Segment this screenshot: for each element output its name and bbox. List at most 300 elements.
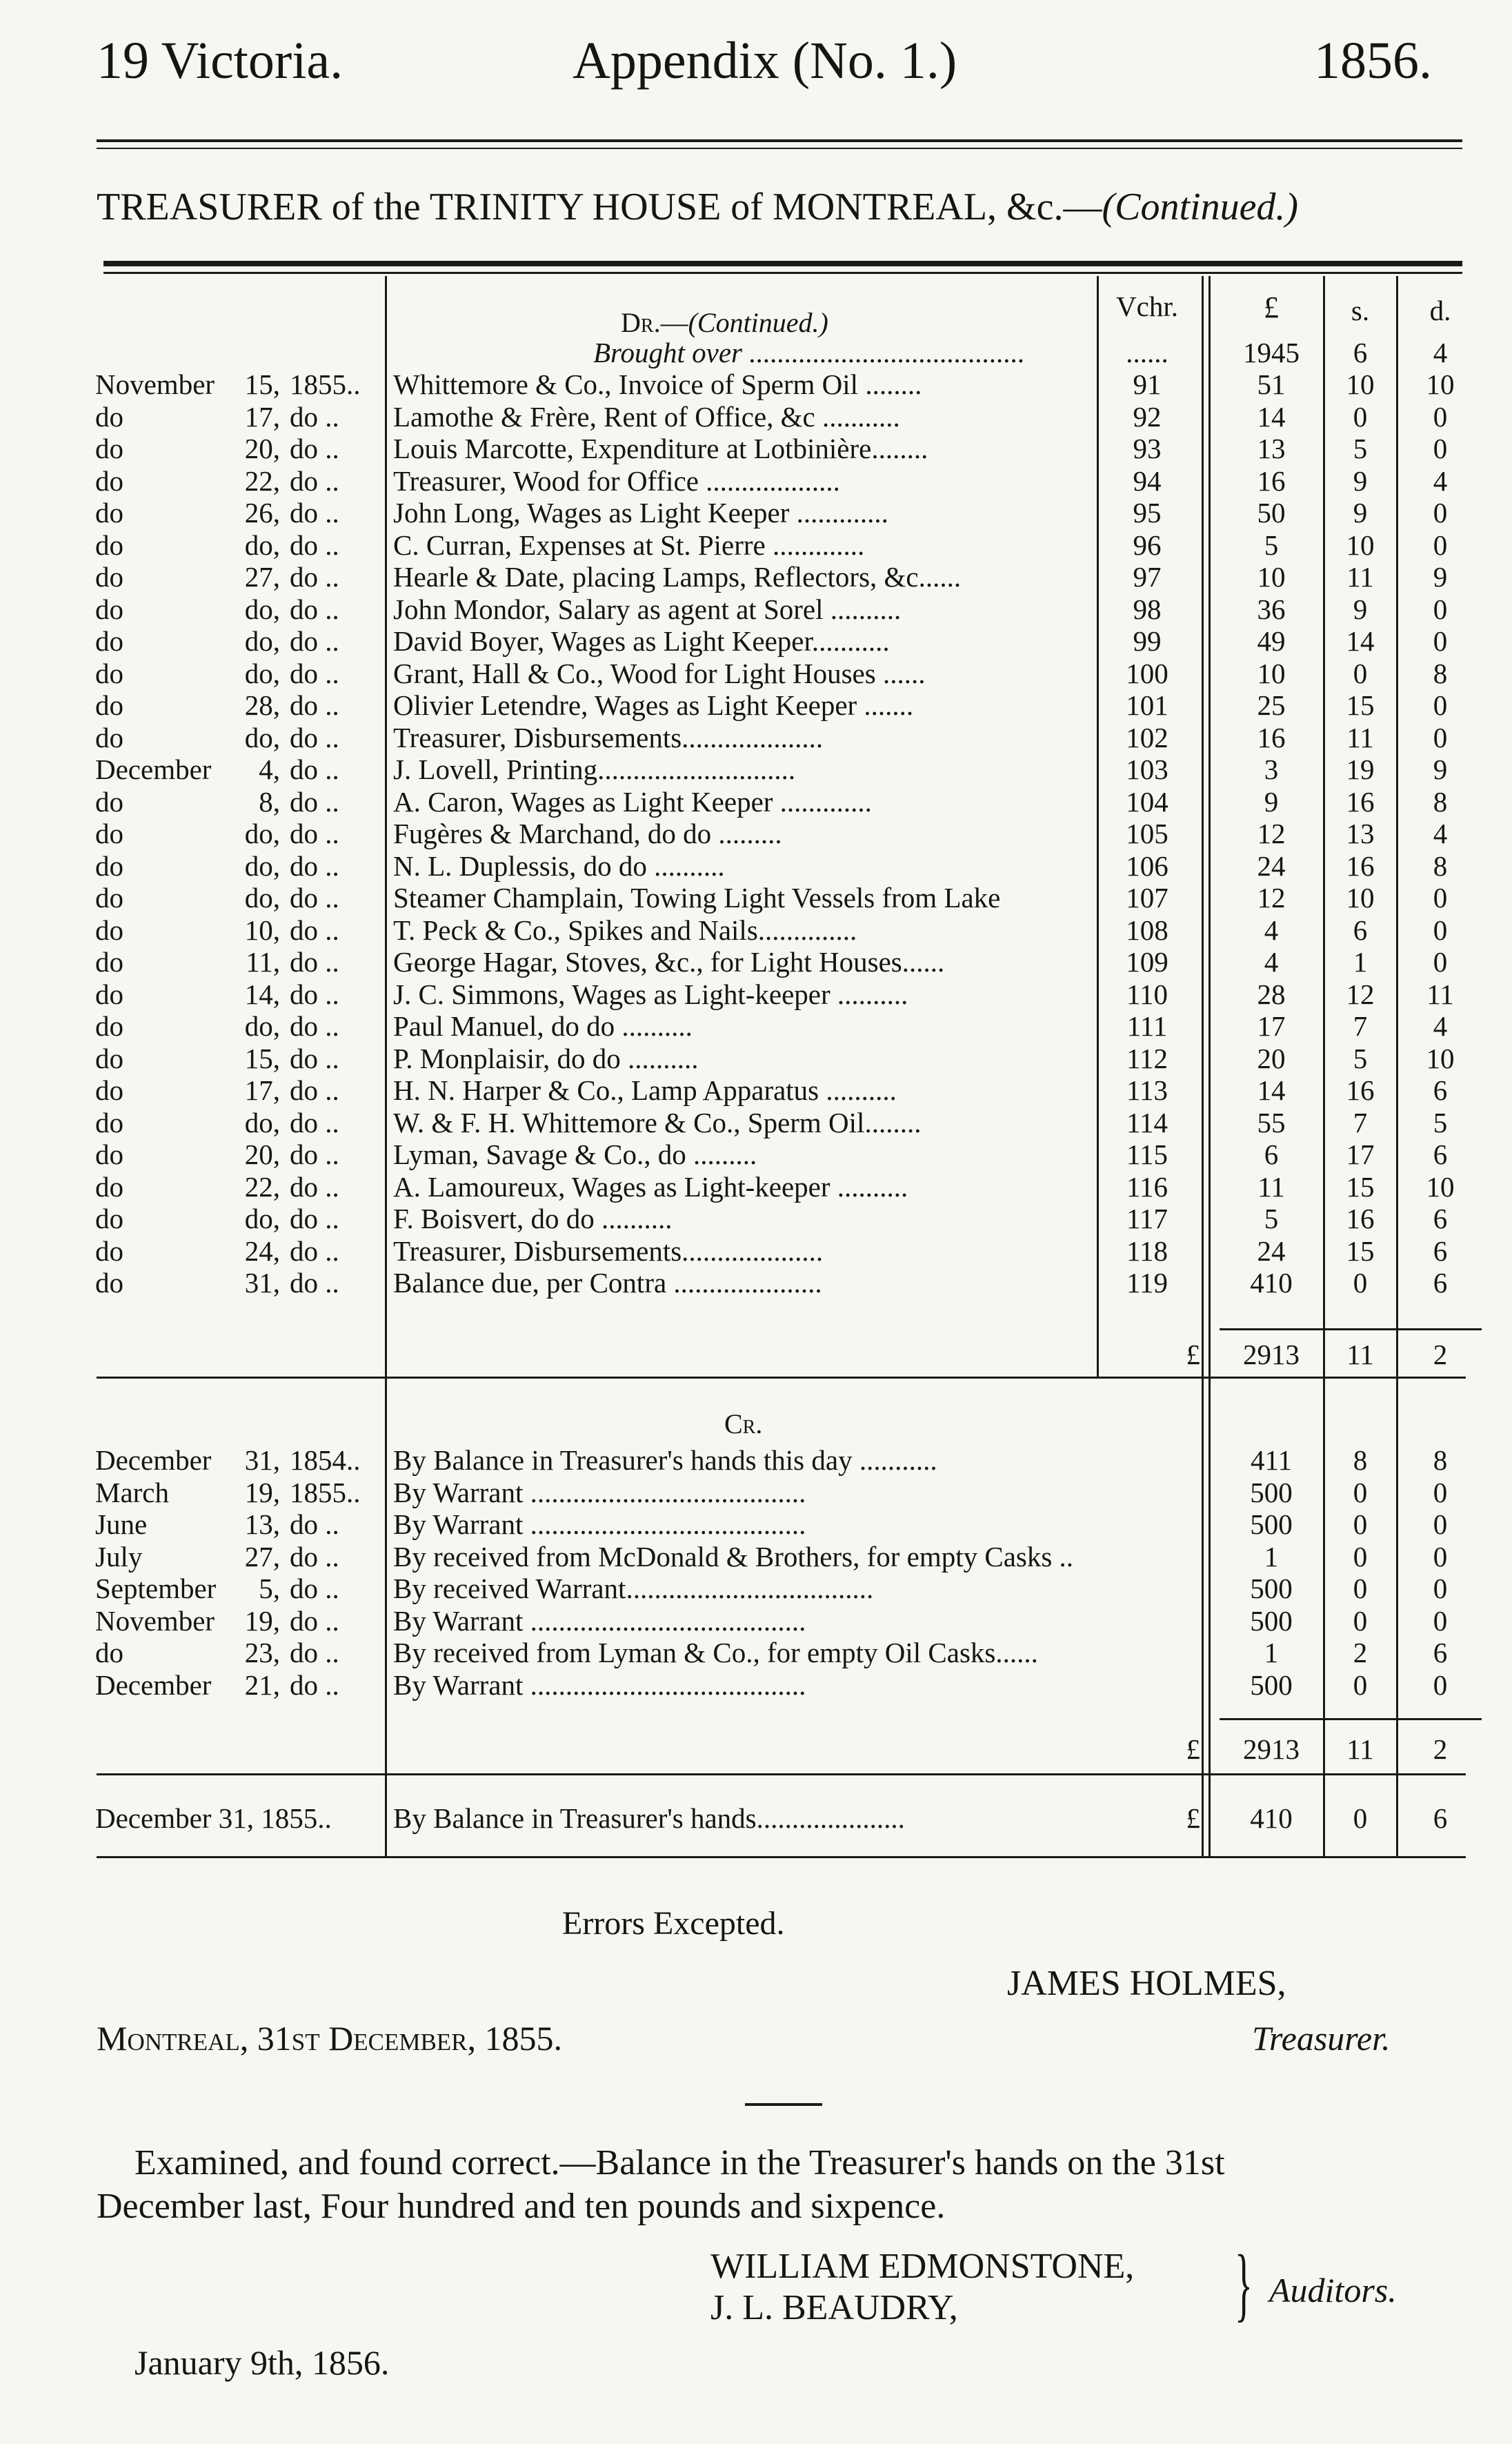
entry-year: do .. (290, 561, 339, 593)
credit-total-rule (1220, 1718, 1482, 1720)
credit-heading: Cr. (724, 1408, 763, 1439)
entry-month: do (95, 529, 123, 561)
entry-description: By received Warrant................................... (393, 1573, 874, 1604)
entry-pounds: 500 (1250, 1476, 1293, 1508)
entry-pence: 6 (1433, 1139, 1448, 1170)
entry-date (95, 561, 379, 593)
closing-pounds: 410 (1250, 1802, 1293, 1834)
entry-day: 8, (259, 785, 280, 818)
entry-month: do (95, 593, 123, 625)
entry-pence: 6 (1433, 1203, 1448, 1234)
entry-year: do .. (290, 1074, 339, 1106)
entry-month: do (95, 1010, 123, 1042)
entry-voucher: 114 (1126, 1106, 1168, 1139)
entry-date (95, 753, 379, 785)
entry-day: 15, (244, 1042, 280, 1074)
entry-day: 22, (244, 464, 280, 497)
entry-voucher: 108 (1126, 914, 1168, 946)
col-pence: d. (1429, 295, 1451, 326)
ledger-row (0, 722, 1512, 753)
entry-pence: 10 (1426, 1042, 1455, 1074)
ledger-row (0, 882, 1512, 914)
entry-pounds: 10 (1257, 561, 1286, 593)
entry-month: December (95, 1668, 212, 1701)
entry-year: do .. (290, 529, 339, 561)
entry-shillings: 0 (1353, 657, 1368, 689)
entry-description: Olivier Letendre, Wages as Light Keeper ....... (393, 689, 914, 721)
entry-shillings: 10 (1346, 368, 1375, 400)
entry-pence: 0 (1433, 433, 1448, 464)
closing-balance-row (0, 1802, 1512, 1834)
entry-date (95, 1541, 379, 1573)
entry-day: 27, (244, 1540, 280, 1573)
entry-year: 1855.. (290, 368, 361, 400)
table-top-rule (103, 261, 1462, 266)
ledger-row (0, 1010, 1512, 1042)
table-bottom-rule (97, 1856, 1466, 1858)
entry-date (95, 368, 379, 400)
col-vchr: Vchr. (1116, 290, 1178, 322)
entry-date (95, 529, 379, 561)
entry-shillings: 0 (1353, 1540, 1368, 1573)
brought-over-vchr: ...... (1126, 337, 1168, 368)
entry-year: do .. (290, 464, 339, 497)
entry-date (95, 978, 379, 1010)
entry-year: do .. (290, 1042, 339, 1074)
ledger-row (0, 978, 1512, 1010)
entry-month: do (95, 1042, 123, 1074)
entry-date (95, 1669, 379, 1701)
credit-total-symbol: £ (1186, 1733, 1200, 1765)
debit-total-row (0, 1339, 1512, 1370)
entry-voucher: 95 (1133, 497, 1162, 529)
entry-year: do .. (290, 1604, 339, 1637)
entry-year: do .. (290, 433, 339, 464)
entry-description: By received from Lyman & Co., for empty Oil Casks...... (393, 1637, 1038, 1668)
entry-pence: 0 (1433, 400, 1448, 433)
entry-voucher: 100 (1126, 657, 1168, 689)
entry-pence: 10 (1426, 368, 1455, 400)
entry-shillings: 0 (1353, 1508, 1368, 1540)
entry-shillings: 10 (1346, 529, 1375, 561)
entry-description: H. N. Harper & Co., Lamp Apparatus .......... (393, 1074, 897, 1106)
entry-pounds: 49 (1257, 625, 1286, 657)
section-rule-debit-credit (97, 1377, 1466, 1379)
entry-day: 22, (244, 1170, 280, 1203)
auditor-2: J. L. BEAUDRY, (710, 2288, 958, 2327)
entry-date (95, 433, 379, 464)
entry-shillings: 17 (1346, 1139, 1375, 1170)
entry-date (95, 1139, 379, 1170)
entry-description: David Boyer, Wages as Light Keeper........... (393, 625, 890, 657)
entry-month: do (95, 464, 123, 497)
entry-month: do (95, 657, 123, 689)
entry-voucher: 107 (1126, 882, 1168, 914)
ledger-row (0, 368, 1512, 400)
entry-description: Treasurer, Disbursements.................... (393, 1234, 824, 1267)
entry-day: do, (244, 1106, 280, 1139)
entry-description: John Long, Wages as Light Keeper ............. (393, 497, 888, 529)
entry-pence: 0 (1433, 625, 1448, 657)
table-top-rule-thin (103, 272, 1462, 274)
entry-month: do (95, 1267, 123, 1299)
entry-year: do .. (290, 1203, 339, 1234)
entry-month: do (95, 946, 123, 978)
ledger-row (0, 433, 1512, 464)
entry-pounds: 12 (1257, 882, 1286, 914)
entry-pounds: 12 (1257, 818, 1286, 849)
entry-description: By Warrant ....................................... (393, 1476, 806, 1508)
entry-date (95, 818, 379, 849)
entry-voucher: 109 (1126, 946, 1168, 978)
entry-month: do (95, 561, 123, 593)
entry-pounds: 5 (1264, 1203, 1279, 1234)
entry-month: do (95, 433, 123, 464)
entry-day: do, (244, 625, 280, 657)
entry-pence: 6 (1433, 1267, 1448, 1299)
entry-year: do .. (290, 1267, 339, 1299)
entry-shillings: 7 (1353, 1106, 1368, 1139)
entry-description: J. Lovell, Printing............................ (393, 753, 796, 785)
entry-pounds: 3 (1264, 753, 1279, 785)
entry-year: do .. (290, 1508, 339, 1540)
entry-month: do (95, 1234, 123, 1267)
entry-date (95, 1444, 379, 1476)
entry-pence: 0 (1433, 497, 1448, 529)
entry-month: June (95, 1508, 148, 1540)
debit-total-shillings: 11 (1346, 1339, 1374, 1370)
entry-pounds: 9 (1264, 785, 1279, 818)
header-rule (97, 139, 1462, 142)
entry-year: do .. (290, 1010, 339, 1042)
entry-pounds: 1 (1264, 1637, 1279, 1668)
entry-day: 27, (244, 561, 280, 593)
entry-description: By Balance in Treasurer's hands this day ........... (393, 1444, 937, 1476)
entry-shillings: 16 (1346, 849, 1375, 882)
entry-shillings: 0 (1353, 1267, 1368, 1299)
entry-year: do .. (290, 625, 339, 657)
entry-voucher: 99 (1133, 625, 1162, 657)
entry-shillings: 11 (1346, 721, 1374, 753)
entry-day: 17, (244, 1074, 280, 1106)
entry-voucher: 91 (1133, 368, 1162, 400)
entry-shillings: 8 (1353, 1444, 1368, 1476)
entry-shillings: 0 (1353, 1573, 1368, 1604)
ledger-row (0, 1541, 1512, 1573)
entry-pounds: 10 (1257, 657, 1286, 689)
entry-pence: 11 (1426, 978, 1454, 1010)
entry-pence: 4 (1433, 1010, 1448, 1042)
entry-pounds: 500 (1250, 1668, 1293, 1701)
ledger-row (0, 593, 1512, 625)
entry-shillings: 0 (1353, 400, 1368, 433)
entry-pounds: 16 (1257, 721, 1286, 753)
entry-pounds: 28 (1257, 978, 1286, 1010)
entry-shillings: 9 (1353, 464, 1368, 497)
entry-date (95, 689, 379, 721)
entry-day: do, (244, 849, 280, 882)
ledger-row (0, 818, 1512, 849)
entry-year: do .. (290, 1637, 339, 1668)
entry-shillings: 0 (1353, 1604, 1368, 1637)
entry-date (95, 401, 379, 433)
entry-description: Lyman, Savage & Co., do ......... (393, 1139, 757, 1170)
brought-over-label: Brought over ....................................... (593, 337, 1025, 368)
entry-pounds: 50 (1257, 497, 1286, 529)
debit-heading: Dr.—(Continued.) (621, 307, 828, 338)
entry-date (95, 593, 379, 625)
entry-day: do, (244, 818, 280, 849)
entry-pence: 10 (1426, 1170, 1455, 1203)
entry-date (95, 722, 379, 753)
place-date: Montreal, 31st December, 1855. (97, 2019, 563, 2058)
errors-excepted: Errors Excepted. (562, 1905, 785, 1942)
entry-pounds: 500 (1250, 1508, 1293, 1540)
entry-year: do .. (290, 849, 339, 882)
entry-shillings: 5 (1353, 433, 1368, 464)
entry-month: do (95, 1203, 123, 1234)
entry-shillings: 9 (1353, 593, 1368, 625)
entry-voucher: 104 (1126, 785, 1168, 818)
entry-date (95, 1171, 379, 1203)
entry-pence: 4 (1433, 818, 1448, 849)
entry-month: do (95, 914, 123, 946)
entry-month: do (95, 882, 123, 914)
ledger-row (0, 1203, 1512, 1234)
entry-shillings: 2 (1353, 1637, 1368, 1668)
entry-pounds: 13 (1257, 433, 1286, 464)
entry-description: Louis Marcotte, Expenditure at Lotbinière........ (393, 433, 928, 464)
ledger-row (0, 1573, 1512, 1604)
ledger-row (0, 1139, 1512, 1170)
entry-shillings: 11 (1346, 561, 1374, 593)
entry-voucher: 92 (1133, 400, 1162, 433)
entry-month: September (95, 1573, 217, 1604)
ledger-row (0, 850, 1512, 882)
entry-shillings: 5 (1353, 1042, 1368, 1074)
entry-shillings: 16 (1346, 1203, 1375, 1234)
entry-date (95, 946, 379, 978)
entry-shillings: 15 (1346, 1234, 1375, 1267)
entry-voucher: 102 (1126, 721, 1168, 753)
entry-description: By Warrant ....................................... (393, 1508, 806, 1540)
entry-pence: 6 (1433, 1637, 1448, 1668)
brought-over-pence: 4 (1433, 337, 1448, 368)
entry-day: 15, (244, 368, 280, 400)
header-session: 19 Victoria. (97, 32, 344, 90)
ledger-row (0, 529, 1512, 561)
entry-voucher: 115 (1126, 1139, 1168, 1170)
entry-description: Balance due, per Contra ..................... (393, 1267, 822, 1299)
page-title: TREASURER of the TRINITY HOUSE of MONTREAL, &c.—(Continued.) (97, 186, 1299, 228)
entry-description: George Hagar, Stoves, &c., for Light Houses...... (393, 946, 945, 978)
entry-day: 31, (244, 1444, 280, 1476)
entry-year: do .. (290, 978, 339, 1010)
entry-year: do .. (290, 1234, 339, 1267)
entry-date (95, 465, 379, 497)
entry-pence: 4 (1433, 464, 1448, 497)
credit-total-pounds: 2913 (1243, 1733, 1300, 1765)
entry-year: do .. (290, 721, 339, 753)
entry-date (95, 1203, 379, 1234)
entry-description: J. C. Simmons, Wages as Light-keeper .......... (393, 978, 908, 1010)
entry-day: do, (244, 721, 280, 753)
entry-pence: 6 (1433, 1074, 1448, 1106)
entry-date (95, 1605, 379, 1637)
entry-day: 11, (246, 946, 280, 978)
brought-over-row (0, 337, 1512, 368)
entry-year: do .. (290, 1573, 339, 1604)
entry-day: 20, (244, 1139, 280, 1170)
ledger-row (0, 561, 1512, 593)
credit-total-row (0, 1733, 1512, 1765)
entry-year: do .. (290, 914, 339, 946)
entry-shillings: 9 (1353, 497, 1368, 529)
entry-description: By Warrant ....................................... (393, 1604, 806, 1637)
entry-date (95, 625, 379, 657)
entry-year: do .. (290, 946, 339, 978)
entry-description: A. Lamoureux, Wages as Light-keeper .......... (393, 1170, 908, 1203)
entry-date (95, 882, 379, 914)
entry-pence: 0 (1433, 593, 1448, 625)
entry-day: do, (244, 657, 280, 689)
entry-year: do .. (290, 400, 339, 433)
entry-date (95, 1074, 379, 1106)
ledger-row (0, 401, 1512, 433)
entry-date (95, 1010, 379, 1042)
entry-voucher: 106 (1126, 849, 1168, 882)
entry-month: December (95, 1444, 212, 1476)
ledger-row (0, 625, 1512, 657)
entry-shillings: 1 (1353, 946, 1368, 978)
entry-voucher: 103 (1126, 753, 1168, 785)
entry-description: Grant, Hall & Co., Wood for Light Houses ...... (393, 657, 926, 689)
entry-description: A. Caron, Wages as Light Keeper ............. (393, 785, 872, 818)
entry-pence: 0 (1433, 1540, 1448, 1573)
entry-shillings: 14 (1346, 625, 1375, 657)
entry-day: 13, (244, 1508, 280, 1540)
entry-voucher: 118 (1126, 1234, 1168, 1267)
entry-pounds: 6 (1264, 1139, 1279, 1170)
entry-day: do, (244, 593, 280, 625)
entry-pence: 8 (1433, 849, 1448, 882)
ledger-row (0, 465, 1512, 497)
entry-pence: 8 (1433, 657, 1448, 689)
entry-pounds: 16 (1257, 464, 1286, 497)
entry-month: do (95, 1637, 123, 1668)
entry-day: 19, (244, 1604, 280, 1637)
entry-description: Paul Manuel, do do .......... (393, 1010, 693, 1042)
entry-year: do .. (290, 497, 339, 529)
entry-shillings: 19 (1346, 753, 1375, 785)
auditors-label: Auditors. (1269, 2271, 1397, 2309)
closing-desc: By Balance in Treasurer's hands..................... (393, 1802, 905, 1834)
entry-shillings: 16 (1346, 1074, 1375, 1106)
debit-total-pence: 2 (1433, 1339, 1448, 1370)
entry-year: do .. (290, 657, 339, 689)
ledger-row (0, 1235, 1512, 1267)
brought-over-pounds: 1945 (1243, 337, 1300, 368)
entry-shillings: 16 (1346, 785, 1375, 818)
entry-voucher: 96 (1133, 529, 1162, 561)
ledger-row (0, 689, 1512, 721)
entry-shillings: 15 (1346, 1170, 1375, 1203)
entry-description: Treasurer, Wood for Office ................... (393, 464, 840, 497)
treasurer-title: Treasurer. (1252, 2019, 1391, 2058)
entry-shillings: 12 (1346, 978, 1375, 1010)
entry-day: do, (244, 882, 280, 914)
entry-pounds: 25 (1257, 689, 1286, 721)
entry-description: Hearle & Date, placing Lamps, Reflectors, &c...... (393, 561, 962, 593)
entry-pence: 8 (1433, 785, 1448, 818)
entry-month: July (95, 1540, 143, 1573)
entry-description: By Warrant ....................................... (393, 1668, 806, 1701)
entry-voucher: 93 (1133, 433, 1162, 464)
header-rule-thin (97, 148, 1462, 149)
ledger-row (0, 1043, 1512, 1074)
ledger-row (0, 914, 1512, 946)
entry-voucher: 110 (1126, 978, 1168, 1010)
entry-month: do (95, 849, 123, 882)
entry-description: F. Boisvert, do do .......... (393, 1203, 673, 1234)
entry-voucher: 94 (1133, 464, 1162, 497)
entry-day: 4, (259, 753, 280, 785)
entry-pounds: 51 (1257, 368, 1286, 400)
entry-month: November (95, 368, 215, 400)
entry-day: 26, (244, 497, 280, 529)
entry-description: W. & F. H. Whittemore & Co., Sperm Oil........ (393, 1106, 922, 1139)
brought-over-shillings: 6 (1353, 337, 1368, 368)
entry-voucher: 98 (1133, 593, 1162, 625)
entry-date (95, 1477, 379, 1508)
entry-year: do .. (290, 1170, 339, 1203)
entry-month: do (95, 400, 123, 433)
credit-total-pence: 2 (1433, 1733, 1448, 1765)
col-pounds: £ (1264, 290, 1279, 324)
entry-month: March (95, 1476, 170, 1508)
entry-pounds: 55 (1257, 1106, 1286, 1139)
ledger-row (0, 1605, 1512, 1637)
entry-year: do .. (290, 753, 339, 785)
footer-short-rule (745, 2103, 822, 2106)
entry-pence: 9 (1433, 561, 1448, 593)
entry-year: 1855.. (290, 1476, 361, 1508)
entry-shillings: 0 (1353, 1476, 1368, 1508)
entry-day: 14, (244, 978, 280, 1010)
entry-year: do .. (290, 1540, 339, 1573)
ledger-row (0, 1477, 1512, 1508)
header-appendix: Appendix (No. 1.) (573, 32, 957, 90)
examined-line-2: December last, Four hundred and ten pounds and sixpence. (97, 2187, 946, 2226)
entry-pence: 9 (1433, 753, 1448, 785)
closing-symbol: £ (1186, 1802, 1200, 1834)
entry-pence: 0 (1433, 1573, 1448, 1604)
entry-pounds: 17 (1257, 1010, 1286, 1042)
entry-pounds: 500 (1250, 1604, 1293, 1637)
entry-date (95, 658, 379, 689)
debit-total-symbol: £ (1186, 1339, 1200, 1370)
closing-shillings: 0 (1353, 1802, 1368, 1834)
entry-month: do (95, 1106, 123, 1139)
entry-shillings: 7 (1353, 1010, 1368, 1042)
entry-voucher: 101 (1126, 689, 1168, 721)
entry-pence: 8 (1433, 1444, 1448, 1476)
entry-month: do (95, 625, 123, 657)
entry-day: 23, (244, 1637, 280, 1668)
debit-total-rule (1220, 1328, 1482, 1330)
ledger-row (0, 753, 1512, 785)
entry-year: do .. (290, 689, 339, 721)
